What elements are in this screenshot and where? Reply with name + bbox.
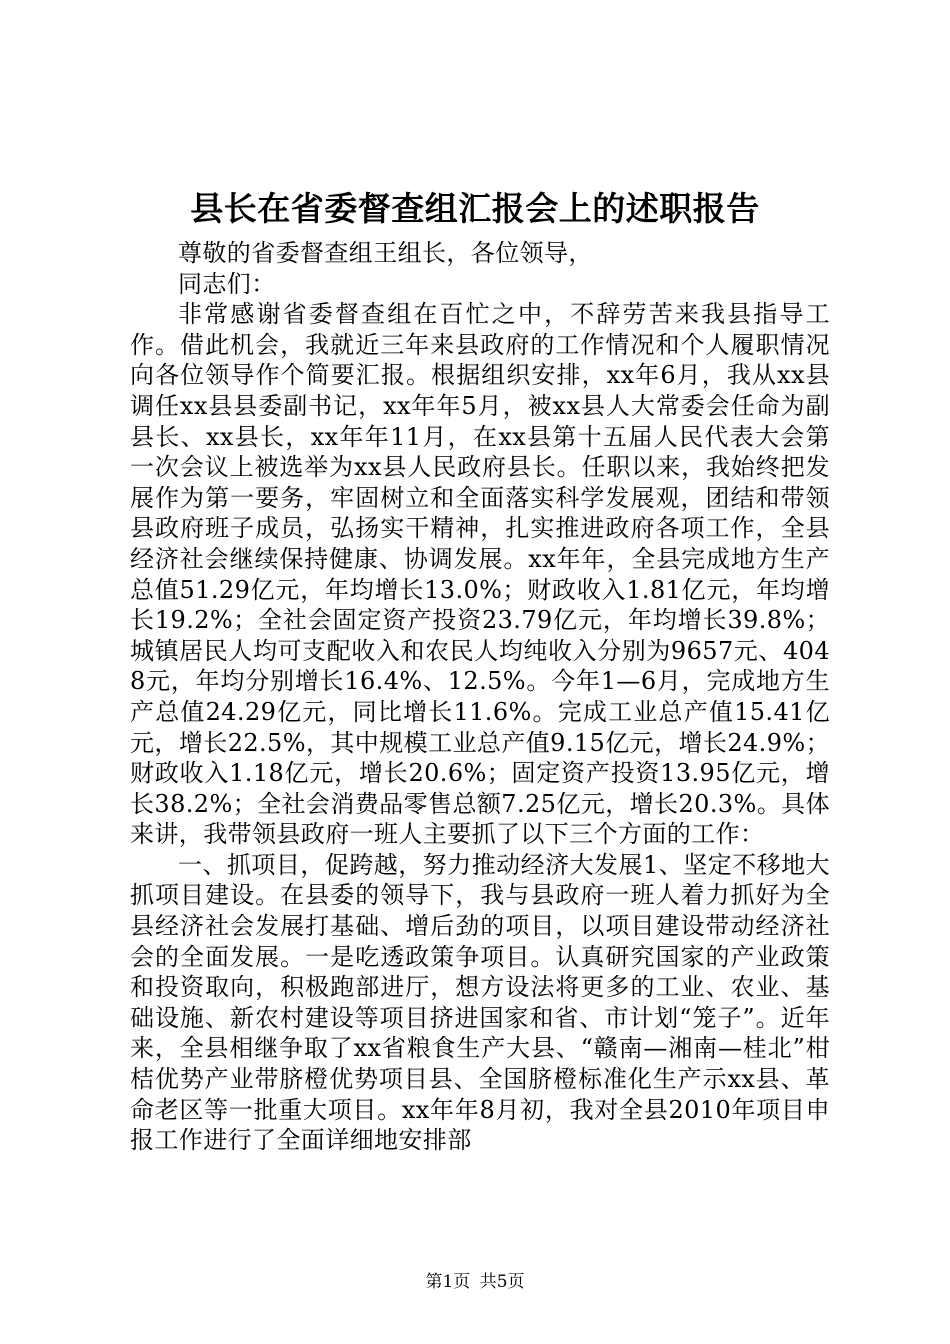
page-total: 共5页 <box>479 1272 525 1292</box>
page-footer <box>0 1271 950 1293</box>
salutation-line-2: 同志们： <box>178 269 276 298</box>
salutation-line: 尊敬的省委督查组王组长，各位领导， <box>178 239 593 267</box>
document-body <box>130 238 830 1156</box>
body-paragraph-section-1: 一、抓项目，促跨越，努力推动经济大发展1、坚定不移地大抓项目建设。在县委的领导下，我与县政府一班人着力抓好为全县经济社会发展打基础、增后劲的项目，以项目建设带动经济社会的全面发展。一是吃透政策争项目。认真研究国家的产业政策和投资取向，积极跑部进厅，想方设法将更多的工业、农业、基础设施、新农村建设等项目挤进国家和省、市计划“笼子”。近年来，全县相继争取了xx省粮食生产大县、“赣南—湘南—桂北”柑桔优势产业带脐橙优势项目县、全国脐橙标准化生产示xx县、革命老区等一批重大项目。xx年年8月初，我对全县2010年项目申报工作进行了全面详细地安排部 <box>130 850 830 1155</box>
page-number: 第1页 <box>425 1272 471 1292</box>
body-paragraph-intro: 非常感谢省委督查组在百忙之中，不辞劳苦来我县指导工作。借此机会，我就近三年来县政府的工作情况和个人履职情况向各位领导作个简要汇报。根据组织安排，xx年6月，我从xx县调任xx县县委副书记，xx年年5月，被xx县人大常委会任命为副县长、xx县长，xx年年11月，在xx县第十五届人民代表大会第一次会议上被选举为xx县人民政府县长。任职以来，我始终把发展作为第一要务，牢固树立和全面落实科学发展观，团结和带领县政府班子成员，弘扬实干精神，扎实推进政府各项工作，全县经济社会继续保持健康、协调发展。xx年年，全县完成地方生产总值51.29亿元，年均增长13.0%；财政收入1.81亿元，年均增长19.2%；全社会固定资产投资23.79亿元，年均增长39.8%；城镇居民人均可支配收入和农民人均纯收入分别为9657元、4048元，年均分别增长16.4%、12.5%。今年1—6月，完成地方生产总值24.29亿元，同比增长11.6%。完成工业总产值15.41亿元，增长22.5%，其中规模工业总产值9.15亿元，增长24.9%；财政收入1.18亿元，增长20.6%；固定资产投资13.95亿元，增长38.2%；全社会消费品零售总额7.25亿元，增长20.3%。具体来讲，我带领县政府一班人主要抓了以下三个方面的工作： <box>130 300 830 849</box>
document-title: 县长在省委督查组汇报会上的述职报告 <box>190 189 760 228</box>
